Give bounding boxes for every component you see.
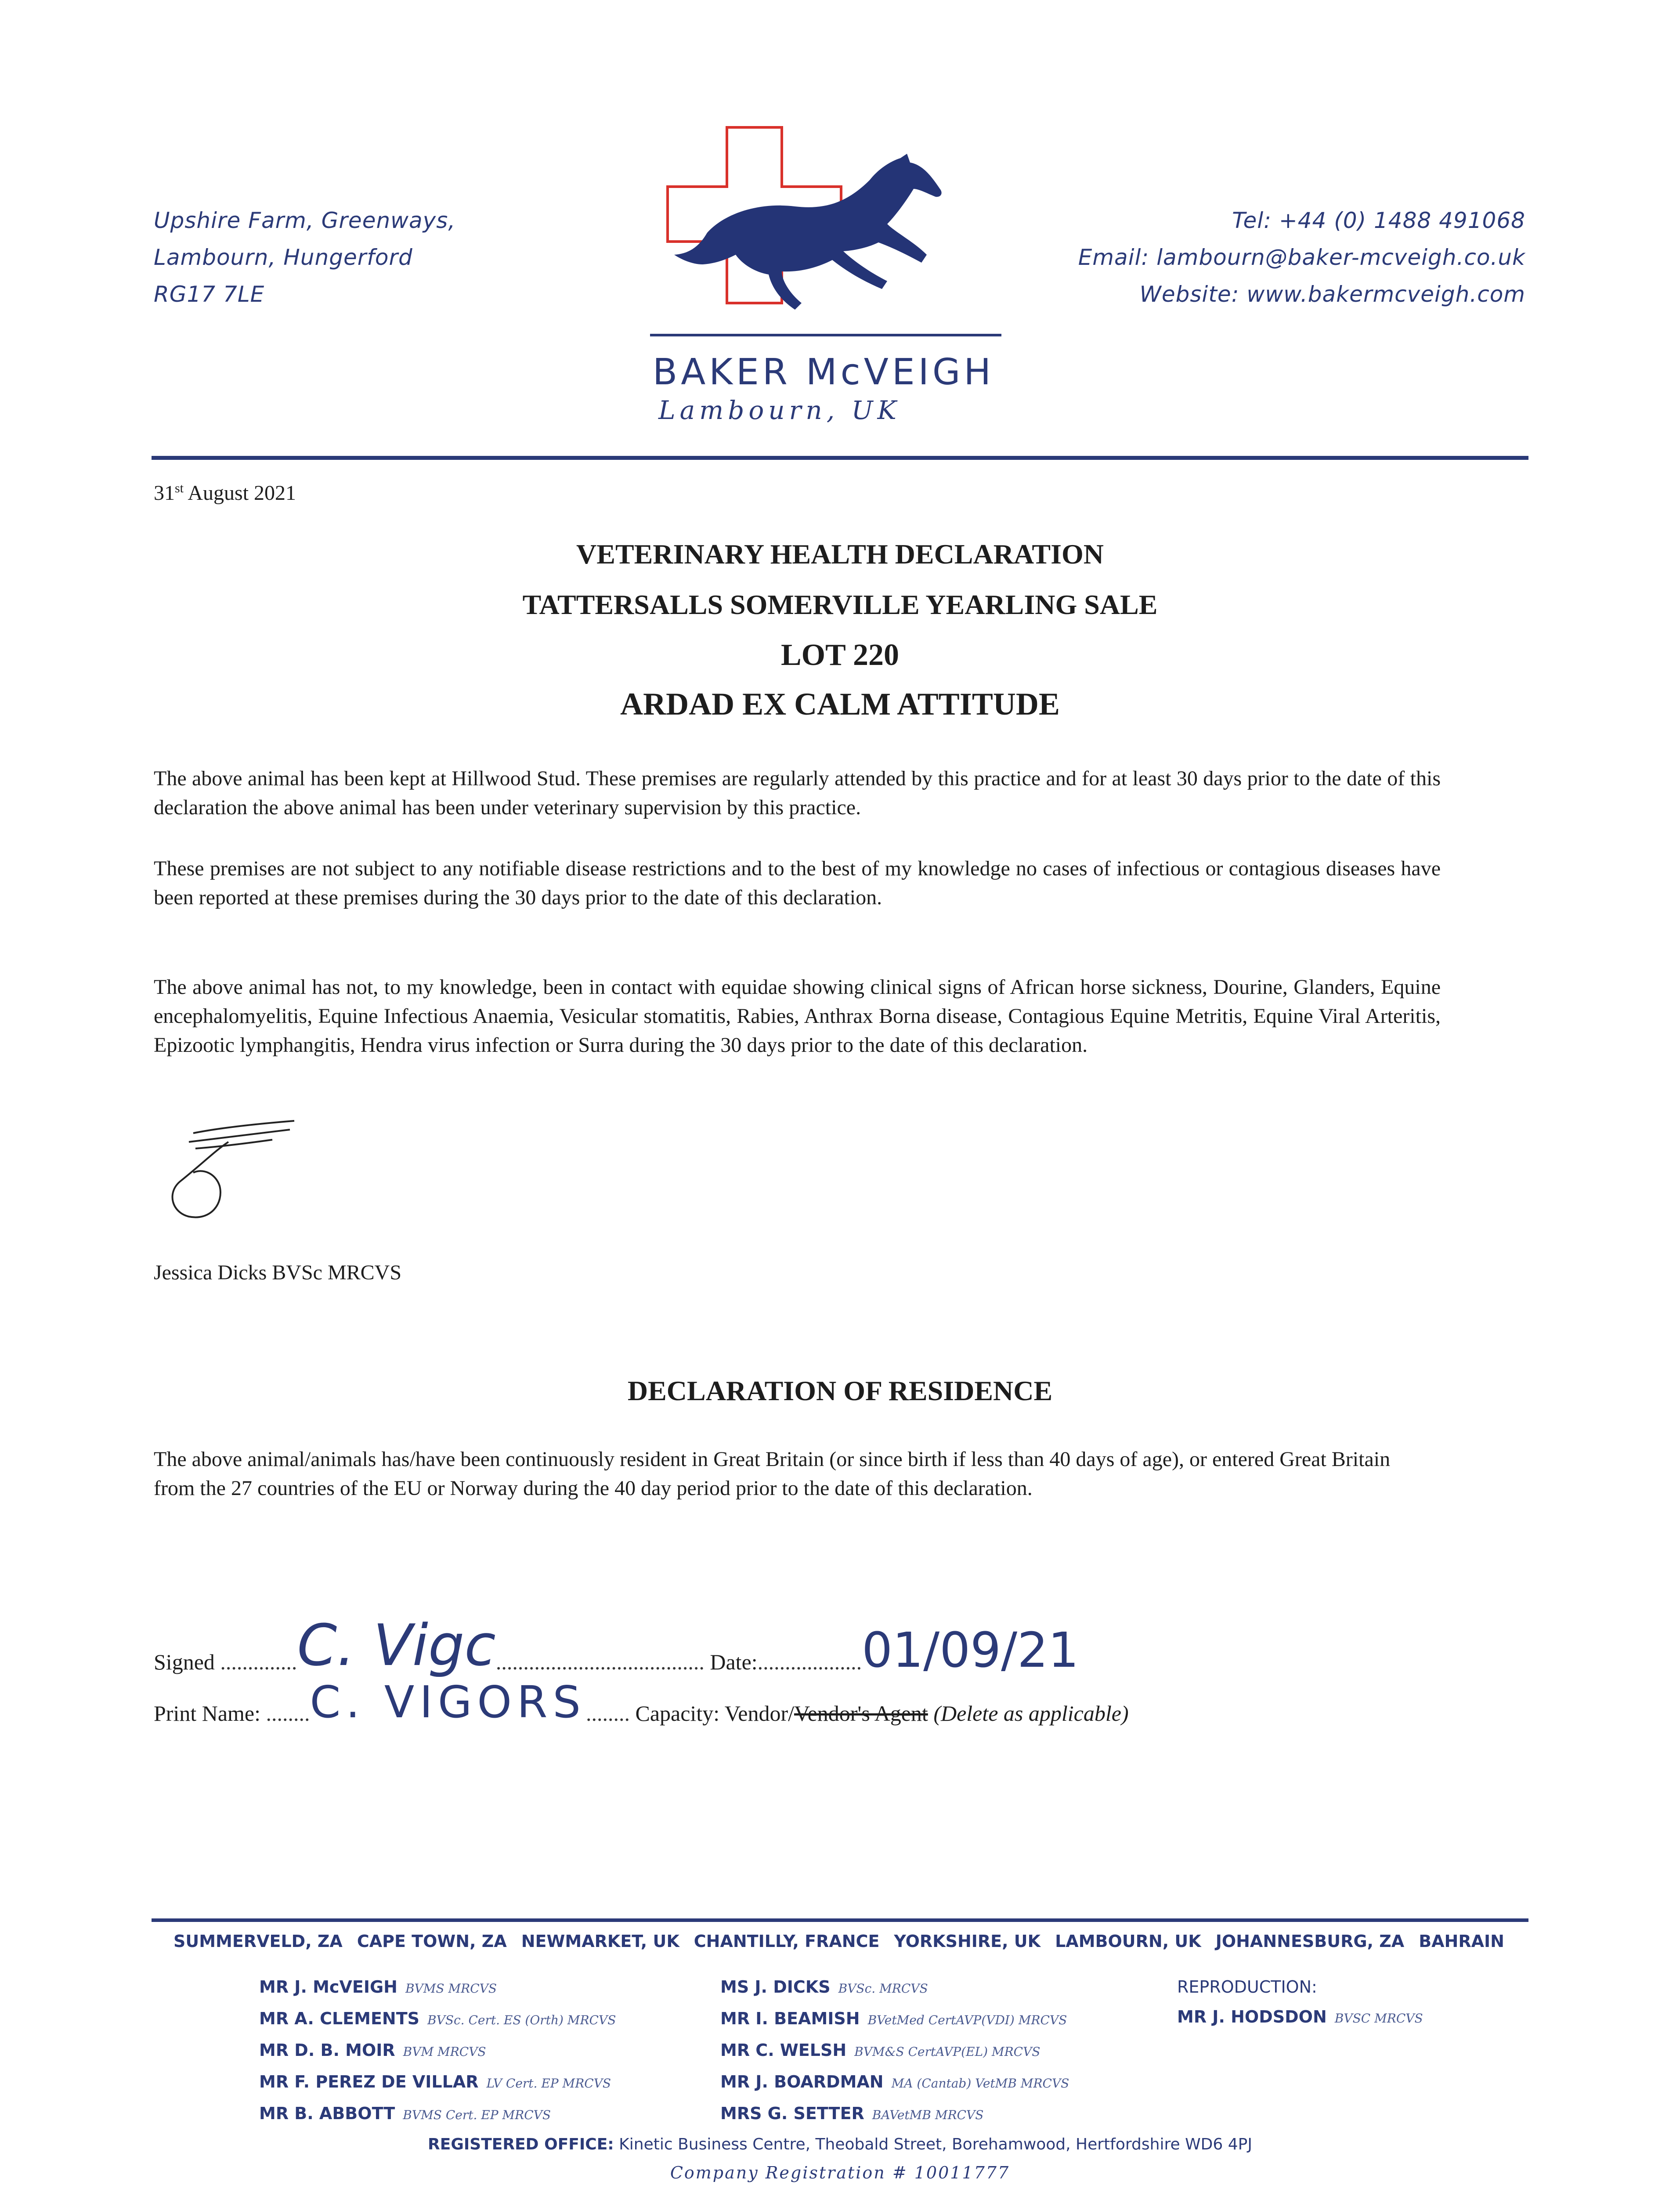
- staff-quals: BVM&S CertAVP(EL) MRCVS: [854, 2044, 1041, 2059]
- header-divider: [152, 456, 1528, 460]
- declaration-paragraph: These premises are not subject to any notifiable disease restrictions and to the best of my knowledge no cases of infectious or contagious diseases have been reported at these premises during the 30 days prior to the date of this declaration.: [154, 857, 1441, 909]
- brand-name: BAKER McVEIGH: [652, 351, 995, 393]
- location: YORKSHIRE, UK: [894, 1932, 1041, 1951]
- residence-text: The above animal/animals has/have been continuously resident in Great Britain (or since birth if less than 40 days of age), or entered Great Britain from the 27 countries of the EU or Norway during the 40 day period prior to the date of this declaration.: [154, 1448, 1391, 1500]
- staff-quals: BVetMed CertAVP(VDI) MRCVS: [867, 2013, 1067, 2027]
- location: CHANTILLY, FRANCE: [694, 1932, 880, 1951]
- staff-entry: [259, 2004, 616, 2035]
- staff-name: MR A. CLEMENTS: [259, 2009, 420, 2028]
- date-field-value[interactable]: 01/09/21: [862, 1622, 1079, 1678]
- date-day: 31: [154, 481, 175, 505]
- letter-date: [154, 481, 296, 505]
- staff-quals: BVM MRCVS: [403, 2044, 486, 2059]
- staff-entry: [1177, 2002, 1423, 2033]
- registered-office-address: Kinetic Business Centre, Theobald Street, Borehamwood, Hertfordshire WD6 4PJ: [619, 2135, 1252, 2153]
- company-registration: Company Registration # 10011777: [670, 2163, 1010, 2182]
- horse-name: ARDAD EX CALM ATTITUDE: [620, 686, 1060, 722]
- staff-entry: [259, 2035, 616, 2067]
- residence-heading: DECLARATION OF RESIDENCE: [627, 1375, 1053, 1406]
- signed-label: Signed: [154, 1650, 215, 1674]
- vet-signature: [163, 1116, 303, 1230]
- staff-name: MR B. ABBOTT: [259, 2104, 395, 2123]
- registered-office: [0, 2135, 1680, 2153]
- staff-quals: BVMS Cert. EP MRCVS: [403, 2108, 551, 2122]
- reproduction-heading: REPRODUCTION:: [1177, 1977, 1317, 1997]
- horse-and-cross-logo: [650, 123, 1001, 351]
- date-rest: August 2021: [184, 481, 296, 505]
- lot-number: LOT 220: [780, 638, 900, 672]
- staff-name: MR D. B. MOIR: [259, 2041, 395, 2060]
- staff-entry: [259, 2067, 616, 2098]
- location: SUMMERVELD, ZA: [173, 1932, 343, 1951]
- staff-name: MR F. PEREZ DE VILLAR: [259, 2072, 479, 2091]
- capacity-label: Capacity: Vendor/: [635, 1701, 794, 1726]
- footer-divider: [152, 1918, 1528, 1922]
- staff-name: MRS G. SETTER: [720, 2104, 864, 2123]
- staff-entry: [720, 2067, 1069, 2098]
- staff-entry: [720, 2035, 1069, 2067]
- staff-quals: LV Cert. EP MRCVS: [486, 2076, 611, 2091]
- date-field-label: Date:: [710, 1650, 758, 1674]
- declaration-paragraph: The above animal has not, to my knowledge, been in contact with equidae showing clinical signs of African horse sickness, Dourine, Glanders, Equine encephalomyelitis, Equine Infectious Anaemia, Vesicular stomatitis, Rabies, Anthrax Borna disease, Contagious Equine Metritis, Equine Viral Arteritis, Epizootic lymphangitis, Hendra virus infection or Surra during the 30 days prior to the date of this declaration.: [154, 975, 1441, 1057]
- print-name-label: Print Name:: [154, 1701, 261, 1726]
- practice-contact: [1078, 202, 1525, 313]
- office-locations: [173, 1932, 1504, 1951]
- staff-column-3: [1177, 1972, 1423, 2033]
- contact-website: Website: www.bakermcveigh.com: [1139, 282, 1525, 307]
- vet-name: Jessica Dicks BVSc MRCVS: [154, 1261, 402, 1284]
- location: JOHANNESBURG, ZA: [1215, 1932, 1405, 1951]
- location: NEWMARKET, UK: [521, 1932, 679, 1951]
- capacity-struck: Vendor's Agent: [794, 1701, 928, 1726]
- staff-name: MR J. BOARDMAN: [720, 2072, 884, 2091]
- contact-phone: Tel: +44 (0) 1488 491068: [1232, 208, 1525, 233]
- staff-quals: BVSc. MRCVS: [838, 1981, 928, 1996]
- staff-quals: BVMS MRCVS: [405, 1981, 497, 1996]
- address-line: RG17 7LE: [154, 282, 265, 307]
- contact-email: Email: lambourn@baker-mcveigh.co.uk: [1078, 245, 1525, 270]
- print-name-row: Print Name: ........C. VIGORS........ Capacity: Vendor/Vendor's Agent (Delete as applicable): [154, 1676, 1129, 1728]
- staff-entry: [720, 1972, 1069, 2004]
- sale-name: TATTERSALLS SOMERVILLE YEARLING SALE: [522, 589, 1158, 620]
- signed-row: Signed ..............C. Vigc...................................... Date:...................01/09/21: [154, 1612, 1079, 1679]
- practice-address: [154, 202, 455, 313]
- location: LAMBOURN, UK: [1055, 1932, 1201, 1951]
- staff-quals: BVSc. Cert. ES (Orth) MRCVS: [427, 2013, 616, 2027]
- declaration-paragraph: The above animal has been kept at Hillwood Stud. These premises are regularly attended by this practice and for at least 30 days prior to the date of this declaration the above animal has been under veterinary supervision by this practice.: [154, 767, 1441, 819]
- staff-entry: [259, 2098, 616, 2130]
- date-suffix: st: [175, 481, 184, 495]
- staff-quals: MA (Cantab) VetMB MRCVS: [891, 2076, 1069, 2091]
- brand-location: Lambourn, UK: [658, 395, 901, 425]
- registered-office-label: REGISTERED OFFICE:: [428, 2135, 614, 2153]
- staff-column-2: [720, 1972, 1069, 2130]
- location: BAHRAIN: [1419, 1932, 1504, 1951]
- location: CAPE TOWN, ZA: [357, 1932, 507, 1951]
- staff-entry: [259, 1972, 616, 2004]
- print-name-value[interactable]: C. VIGORS: [310, 1676, 586, 1728]
- address-line: Lambourn, Hungerford: [154, 245, 413, 270]
- staff-name: MR I. BEAMISH: [720, 2009, 860, 2028]
- staff-name: MS J. DICKS: [720, 1977, 831, 1997]
- staff-name: MR J. HODSDON: [1177, 2007, 1327, 2026]
- staff-entry: [720, 2004, 1069, 2035]
- capacity-note: (Delete as applicable): [933, 1701, 1129, 1726]
- staff-name: MR C. WELSH: [720, 2041, 847, 2060]
- address-line: Upshire Farm, Greenways,: [154, 208, 456, 233]
- staff-entry: [720, 2098, 1069, 2130]
- signed-value[interactable]: C. Vigc: [297, 1612, 496, 1679]
- declaration-title: VETERINARY HEALTH DECLARATION: [576, 538, 1104, 570]
- staff-quals: BAVetMB MRCVS: [872, 2108, 984, 2122]
- staff-quals: BVSC MRCVS: [1334, 2011, 1423, 2026]
- staff-name: MR J. McVEIGH: [259, 1977, 397, 1997]
- staff-column-1: [259, 1972, 616, 2130]
